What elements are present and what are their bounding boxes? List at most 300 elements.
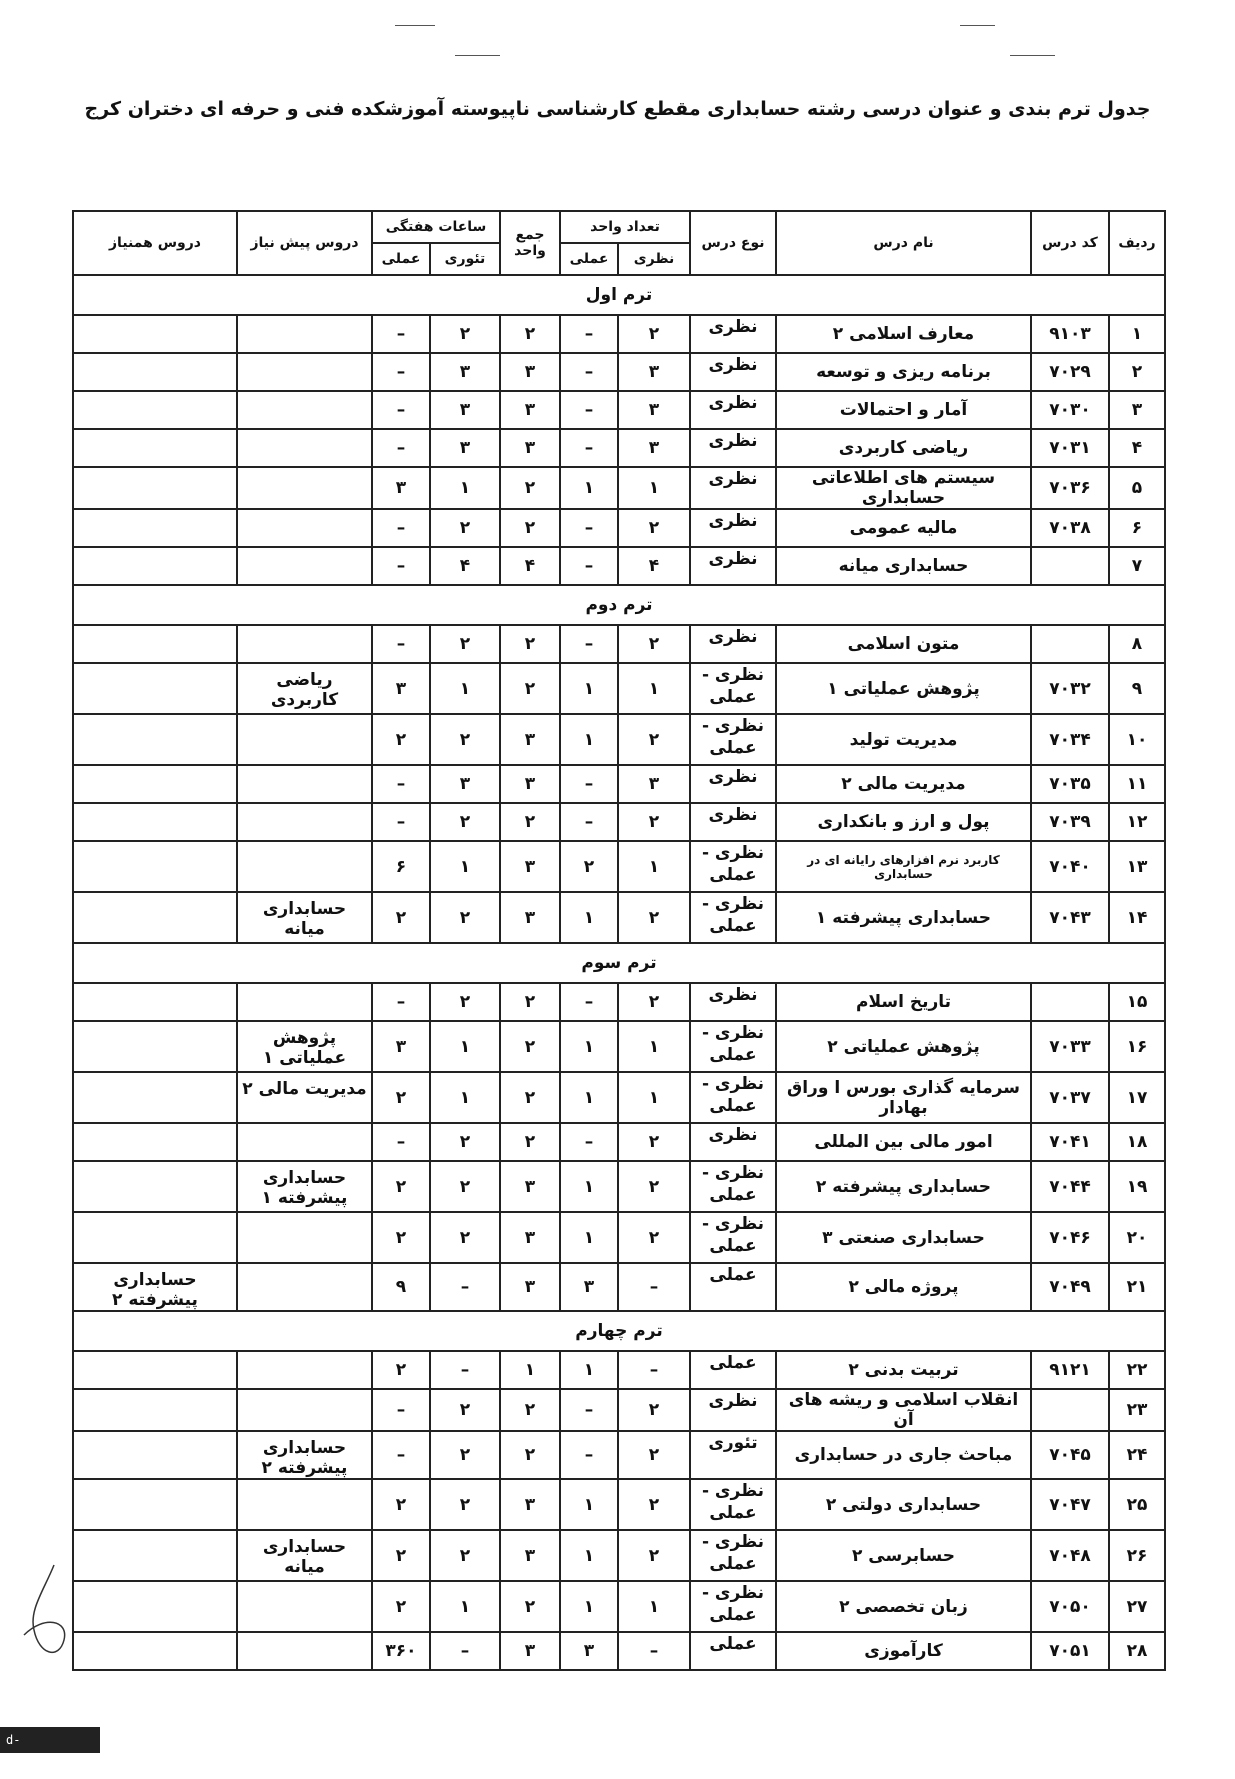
table-row [73,1632,1165,1670]
cell-hours-theory: – [430,1263,500,1311]
cell-idx: ۴ [1109,429,1165,467]
cell-units-practical: – [560,765,618,803]
cell-units-practical: – [560,1389,618,1431]
cell-coreq [73,892,237,943]
cell-coreq [73,714,237,765]
cell-hours-theory: ۲ [430,1431,500,1479]
cell-coreq [73,509,237,547]
table-row [73,1389,1165,1431]
cell-total: ۳ [500,353,560,391]
cell-type: نظری [690,625,776,663]
table-row [73,765,1165,803]
cell-units-theory: ۲ [618,1212,690,1263]
cell-prereq [237,315,372,353]
header-name: نام درس [776,211,1031,275]
cell-idx: ۲۸ [1109,1632,1165,1670]
cell-total: ۲ [500,1123,560,1161]
header-type: نوع درس [690,211,776,275]
cell-idx: ۱۴ [1109,892,1165,943]
header-hours-theory: تئوری [430,243,500,275]
cell-hours-theory: ۳ [430,353,500,391]
cell-units-practical: ۱ [560,1530,618,1581]
cell-idx: ۶ [1109,509,1165,547]
cell-total: ۲ [500,1581,560,1632]
table-row [73,1431,1165,1479]
cell-idx: ۵ [1109,467,1165,509]
cell-units-practical: – [560,315,618,353]
cell-coreq [73,663,237,714]
cell-hours-theory: ۲ [430,1389,500,1431]
cell-hours-theory: ۱ [430,1072,500,1123]
cell-units-practical: – [560,353,618,391]
cell-coreq: حسابداری پیشرفته ۲ [73,1263,237,1311]
cell-units-practical: ۳ [560,1263,618,1311]
cell-type: نظری [690,315,776,353]
header-units-practical: عملی [560,243,618,275]
cell-hours-theory: ۲ [430,1123,500,1161]
cell-prereq [237,509,372,547]
cell-name: کارآموزی [776,1632,1031,1670]
cell-idx: ۱۳ [1109,841,1165,892]
cell-total: ۳ [500,391,560,429]
cell-hours-theory: ۱ [430,663,500,714]
cell-idx: ۱۹ [1109,1161,1165,1212]
cell-coreq [73,1212,237,1263]
table-row [73,841,1165,892]
cell-hours-practical: ۲ [372,1161,430,1212]
cell-total: ۲ [500,625,560,663]
cell-name: پروژه مالی ۲ [776,1263,1031,1311]
cell-hours-practical: ۲ [372,1351,430,1389]
cell-units-theory: ۲ [618,892,690,943]
cell-code: ۷۰۳۶ [1031,467,1109,509]
cell-hours-practical: – [372,983,430,1021]
cell-hours-practical: – [372,429,430,467]
cell-code: ۷۰۳۸ [1031,509,1109,547]
term-label: ترم چهارم [73,1311,1165,1351]
cell-code: ۷۰۴۰ [1031,841,1109,892]
scan-mark [1010,55,1055,56]
cell-name: امور مالی بین المللی [776,1123,1031,1161]
cell-idx: ۲۵ [1109,1479,1165,1530]
header-coreq: دروس همنیاز [73,211,237,275]
cell-units-practical: – [560,509,618,547]
cell-name: حسابرسی ۲ [776,1530,1031,1581]
cell-hours-practical: – [372,625,430,663]
cell-idx: ۷ [1109,547,1165,585]
cell-units-practical: – [560,625,618,663]
cell-name: سیستم های اطلاعاتی حسابداری [776,467,1031,509]
cell-hours-practical: – [372,1431,430,1479]
cell-coreq [73,429,237,467]
cell-idx: ۱۷ [1109,1072,1165,1123]
cell-name: حسابداری پیشرفته ۱ [776,892,1031,943]
cell-units-practical: ۱ [560,1581,618,1632]
cell-total: ۳ [500,892,560,943]
cell-idx: ۱۱ [1109,765,1165,803]
cell-hours-theory: ۱ [430,841,500,892]
table-row [73,1263,1165,1311]
cell-idx: ۲ [1109,353,1165,391]
cell-type: نظری - عملی [690,841,776,892]
cell-type: نظری [690,353,776,391]
scan-mark [395,25,435,26]
cell-hours-practical: ۲ [372,1212,430,1263]
cell-code: ۷۰۴۱ [1031,1123,1109,1161]
cell-type: نظری [690,803,776,841]
cell-code [1031,625,1109,663]
cell-hours-theory: ۳ [430,429,500,467]
table-row [73,391,1165,429]
cell-name: انقلاب اسلامی و ریشه های آن [776,1389,1031,1431]
cell-hours-practical: ۲ [372,1581,430,1632]
cell-type: نظری [690,509,776,547]
cell-hours-practical: ۳ [372,1021,430,1072]
cell-units-theory: ۲ [618,1389,690,1431]
cell-units-theory: ۱ [618,1581,690,1632]
cell-hours-practical: – [372,765,430,803]
cell-units-theory: ۲ [618,1431,690,1479]
cell-type: عملی [690,1632,776,1670]
scan-mark [455,55,500,56]
cell-units-theory: ۳ [618,391,690,429]
cell-units-practical: – [560,547,618,585]
cell-coreq [73,1431,237,1479]
cell-hours-theory: ۲ [430,983,500,1021]
cell-hours-theory: ۲ [430,714,500,765]
cell-hours-practical: ۳ [372,467,430,509]
cell-name: مدیریت تولید [776,714,1031,765]
cell-total: ۲ [500,983,560,1021]
cell-idx: ۱۵ [1109,983,1165,1021]
cell-name: حسابداری پیشرفته ۲ [776,1161,1031,1212]
cell-idx: ۲۴ [1109,1431,1165,1479]
cell-code [1031,547,1109,585]
cell-units-practical: – [560,803,618,841]
cell-units-theory: ۳ [618,429,690,467]
cell-prereq: حسابداری میانه [237,1530,372,1581]
cell-coreq [73,625,237,663]
cell-type: نظری - عملی [690,1530,776,1581]
header-idx: ردیف [1109,211,1165,275]
cell-units-theory: ۲ [618,1530,690,1581]
cell-coreq [73,1072,237,1123]
cell-prereq [237,1212,372,1263]
cell-hours-practical: – [372,353,430,391]
cell-hours-practical: – [372,391,430,429]
table-row [73,467,1165,509]
cell-prereq: ریاضی کاربردی [237,663,372,714]
cell-prereq [237,1632,372,1670]
cell-prereq [237,467,372,509]
cell-name: مدیریت مالی ۲ [776,765,1031,803]
cell-units-practical: ۱ [560,1351,618,1389]
cell-total: ۳ [500,1161,560,1212]
cell-prereq: پژوهش عملیاتی ۱ [237,1021,372,1072]
cell-prereq [237,547,372,585]
cell-coreq [73,983,237,1021]
cell-prereq [237,391,372,429]
cell-coreq [73,1479,237,1530]
cell-units-theory: ۱ [618,1072,690,1123]
scan-mark [960,25,995,26]
cell-units-theory: ۴ [618,547,690,585]
cell-code: ۷۰۴۸ [1031,1530,1109,1581]
cell-total: ۳ [500,841,560,892]
cell-hours-practical: ۲ [372,1479,430,1530]
cell-total: ۳ [500,1263,560,1311]
cell-units-practical: – [560,429,618,467]
cell-total: ۲ [500,509,560,547]
cell-coreq [73,765,237,803]
cell-name: برنامه ریزی و توسعه [776,353,1031,391]
cell-type: نظری [690,547,776,585]
table-row [73,1351,1165,1389]
table-row [73,983,1165,1021]
cell-name: پژوهش عملیاتی ۱ [776,663,1031,714]
cell-units-theory: ۳ [618,765,690,803]
cell-name: حسابداری دولتی ۲ [776,1479,1031,1530]
cell-name: تاریخ اسلام [776,983,1031,1021]
cell-name: حسابداری صنعتی ۳ [776,1212,1031,1263]
cell-hours-practical: – [372,1123,430,1161]
cell-name: مالیه عمومی [776,509,1031,547]
cell-units-practical: – [560,391,618,429]
cell-type: نظری - عملی [690,892,776,943]
cell-hours-theory: ۲ [430,509,500,547]
cell-units-theory: – [618,1351,690,1389]
cell-hours-practical: ۳۶۰ [372,1632,430,1670]
table-row [73,509,1165,547]
cell-units-practical: ۱ [560,1072,618,1123]
header-code: کد درس [1031,211,1109,275]
cell-units-theory: ۱ [618,663,690,714]
cell-type: نظری [690,429,776,467]
cell-units-practical: – [560,1123,618,1161]
cell-hours-theory: ۲ [430,1212,500,1263]
cell-coreq [73,1021,237,1072]
cell-type: نظری - عملی [690,1479,776,1530]
cell-prereq [237,1351,372,1389]
cell-code: ۷۰۳۲ [1031,663,1109,714]
cell-prereq [237,1389,372,1431]
cell-idx: ۱۶ [1109,1021,1165,1072]
cell-coreq [73,1389,237,1431]
cell-units-practical: – [560,983,618,1021]
cell-idx: ۱۲ [1109,803,1165,841]
cell-hours-practical: ۹ [372,1263,430,1311]
cell-hours-theory: ۲ [430,892,500,943]
cell-prereq [237,1263,372,1311]
cell-code: ۷۰۳۴ [1031,714,1109,765]
cell-hours-theory: – [430,1632,500,1670]
cell-hours-theory: ۱ [430,1581,500,1632]
table-row [73,1072,1165,1123]
cell-hours-practical: – [372,1389,430,1431]
cell-code: ۷۰۲۹ [1031,353,1109,391]
cell-prereq: مدیریت مالی ۲ [237,1072,372,1123]
cell-units-practical: – [560,1431,618,1479]
cell-units-theory: ۱ [618,1021,690,1072]
cell-code: ۷۰۳۷ [1031,1072,1109,1123]
cell-total: ۲ [500,467,560,509]
cell-name: تربیت بدنی ۲ [776,1351,1031,1389]
term-header-row [73,943,1165,983]
cell-coreq [73,391,237,429]
cell-hours-practical: ۲ [372,714,430,765]
cell-total: ۳ [500,714,560,765]
cell-prereq [237,625,372,663]
table-row [73,625,1165,663]
cell-prereq [237,353,372,391]
table-row [73,663,1165,714]
cell-units-theory: ۲ [618,1123,690,1161]
cell-total: ۲ [500,1072,560,1123]
cell-code: ۹۱۲۱ [1031,1351,1109,1389]
cell-code: ۷۰۳۳ [1031,1021,1109,1072]
cell-type: نظری - عملی [690,663,776,714]
table-row [73,803,1165,841]
cell-prereq: حسابداری پیشرفته ۱ [237,1161,372,1212]
cell-units-theory: ۲ [618,1479,690,1530]
cell-name: مباحث جاری در حسابداری [776,1431,1031,1479]
cell-idx: ۹ [1109,663,1165,714]
cell-idx: ۱۸ [1109,1123,1165,1161]
cell-units-practical: ۱ [560,1479,618,1530]
term-label: ترم اول [73,275,1165,315]
cell-units-theory: ۲ [618,1161,690,1212]
cell-name: آمار و احتمالات [776,391,1031,429]
cell-idx: ۱ [1109,315,1165,353]
cell-total: ۲ [500,1021,560,1072]
header-hours: ساعات هفتگی [372,211,500,243]
cell-idx: ۲۳ [1109,1389,1165,1431]
cell-type: نظری [690,1389,776,1431]
cell-hours-theory: ۲ [430,625,500,663]
cell-coreq [73,547,237,585]
cell-hours-theory: ۳ [430,765,500,803]
cell-hours-practical: – [372,315,430,353]
cell-hours-practical: – [372,803,430,841]
cell-type: نظری - عملی [690,1072,776,1123]
cell-units-practical: ۱ [560,1021,618,1072]
cell-hours-theory: ۴ [430,547,500,585]
table-row [73,1021,1165,1072]
cell-hours-practical: – [372,509,430,547]
cell-total: ۲ [500,1431,560,1479]
cell-name: حسابداری میانه [776,547,1031,585]
cell-hours-practical: ۲ [372,892,430,943]
header-units-theory: نظری [618,243,690,275]
cell-name: زبان تخصصی ۲ [776,1581,1031,1632]
table-row [73,1123,1165,1161]
cell-name: معارف اسلامی ۲ [776,315,1031,353]
cell-code: ۷۰۳۰ [1031,391,1109,429]
cell-name: کاربرد نرم افزارهای رایانه ای در حسابداری [776,841,1031,892]
cell-code: ۷۰۵۱ [1031,1632,1109,1670]
cell-coreq [73,353,237,391]
table-row [73,429,1165,467]
header-prereq: دروس پیش نیاز [237,211,372,275]
cell-units-practical: ۱ [560,1212,618,1263]
cell-idx: ۲۱ [1109,1263,1165,1311]
cell-code: ۷۰۴۶ [1031,1212,1109,1263]
cell-code: ۷۰۴۳ [1031,892,1109,943]
cell-name: سرمایه گذاری بورس ا وراق بهادار [776,1072,1031,1123]
cell-code: ۷۰۵۰ [1031,1581,1109,1632]
table-row [73,892,1165,943]
cell-units-theory: ۳ [618,353,690,391]
cell-total: ۱ [500,1351,560,1389]
cell-code: ۷۰۴۴ [1031,1161,1109,1212]
cell-prereq: حسابداری میانه [237,892,372,943]
cell-units-practical: ۱ [560,1161,618,1212]
term-header-row [73,1311,1165,1351]
cell-total: ۳ [500,1212,560,1263]
cell-name: متون اسلامی [776,625,1031,663]
cell-idx: ۲۶ [1109,1530,1165,1581]
header-units: تعداد واحد [560,211,690,243]
cell-units-theory: ۲ [618,509,690,547]
cell-type: نظری - عملی [690,1581,776,1632]
cell-coreq [73,1351,237,1389]
cell-name: پول و ارز و بانکداری [776,803,1031,841]
cell-prereq [237,1581,372,1632]
cell-units-practical: ۳ [560,1632,618,1670]
cell-code: ۷۰۴۵ [1031,1431,1109,1479]
cell-code [1031,1389,1109,1431]
cell-hours-theory: ۲ [430,315,500,353]
cell-hours-theory: ۱ [430,467,500,509]
cell-coreq [73,1123,237,1161]
cell-coreq [73,315,237,353]
header-hours-practical: عملی [372,243,430,275]
cell-type: نظری [690,983,776,1021]
cell-prereq [237,1479,372,1530]
cell-units-practical: ۲ [560,841,618,892]
cell-units-practical: ۱ [560,714,618,765]
cell-total: ۴ [500,547,560,585]
cell-type: نظری [690,765,776,803]
cell-prereq [237,765,372,803]
cell-units-practical: ۱ [560,467,618,509]
cell-total: ۳ [500,1479,560,1530]
cell-total: ۳ [500,429,560,467]
cell-code: ۷۰۴۷ [1031,1479,1109,1530]
table-row [73,547,1165,585]
cell-idx: ۸ [1109,625,1165,663]
cell-idx: ۳ [1109,391,1165,429]
cell-units-theory: ۱ [618,467,690,509]
cell-units-theory: – [618,1263,690,1311]
cell-type: نظری - عملی [690,1161,776,1212]
cell-units-theory: – [618,1632,690,1670]
cell-hours-practical: ۶ [372,841,430,892]
page-title: جدول ترم بندی و عنوان درسی رشته حسابداری مقطع کارشناسی ناپیوسته آموزشکده فنی و حرفه ای دختران کرج [84,98,1151,120]
table-row [73,1581,1165,1632]
cell-coreq [73,1530,237,1581]
cell-units-theory: ۲ [618,315,690,353]
cell-total: ۳ [500,1632,560,1670]
cell-units-theory: ۲ [618,714,690,765]
table-row [73,714,1165,765]
term-label: ترم سوم [73,943,1165,983]
cell-coreq [73,803,237,841]
table-row [73,1479,1165,1530]
cell-coreq [73,467,237,509]
cell-hours-theory: ۲ [430,1161,500,1212]
cell-type: عملی [690,1351,776,1389]
